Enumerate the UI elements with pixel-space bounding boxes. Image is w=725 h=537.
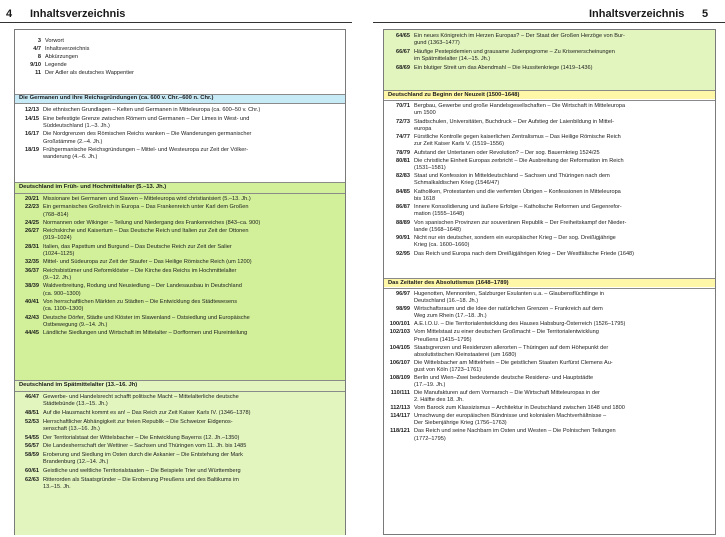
toc-entry	[15, 394, 341, 409]
toc-entry-line: Ländliche Siedlungen und Wirtschaft im Mittelalter – Dorfformen und Flureinteilung	[43, 330, 248, 337]
toc-entry-line: Süddeutschland (1.–3. Jh.)	[43, 122, 110, 129]
toc-entry-title	[43, 220, 341, 227]
toc-entry-line: Preußens (1415–1795)	[414, 336, 472, 343]
toc-entry-title	[414, 405, 711, 412]
toc-entry-line: Die Wittelsbacher am Mittelrhein – Die geistlichen Staaten Kurfürst Clemens Au-	[414, 359, 613, 366]
toc-entry	[386, 329, 711, 344]
toc-page-number: 32/35	[25, 259, 39, 266]
toc-entry-line: Geistliche und weltliche Territorialstaaten – Die Beispiele Trier und Württemberg	[43, 468, 241, 475]
toc-entry-title	[43, 468, 341, 475]
toc-entry-title	[43, 204, 341, 219]
toc-entry	[17, 54, 341, 61]
toc-entry-line: Der Adler als deutsches Wappentier	[45, 69, 135, 76]
toc-page-number: 11	[35, 69, 41, 76]
toc-entry	[386, 405, 711, 412]
section-title-germanen: Die Germanen und ihre Reichsgründungen (ca. 600 v. Chr.–600 n. Chr.)	[19, 95, 214, 101]
toc-entry-title	[43, 268, 341, 283]
toc-entry-line: Berlin und Wien–Zwei bedeutende deutsche Residenz- und Hauptstädte	[414, 374, 594, 381]
toc-page-number: 3	[37, 38, 41, 44]
toc-entry-line: Deutsche Dörfer, Städte und Klöster im Slawenland – Ostsiedlung und Europäische	[43, 314, 250, 321]
toc-page-number: 102/103	[389, 329, 410, 336]
toc-entry-line: 13.–15. Jh.	[43, 484, 71, 491]
toc-entry	[15, 244, 341, 259]
toc-entry-title	[43, 410, 341, 417]
header-rule-right	[373, 22, 725, 23]
toc-entry-line: um 1500	[414, 110, 436, 117]
toc-entry-line: absolutistischen Kleinstaaterei (um 1680)	[414, 351, 517, 358]
toc-page-number: 22/23	[25, 204, 39, 211]
toc-entry-title	[45, 46, 341, 53]
toc-entry-title	[414, 49, 711, 64]
toc-entry-line: Der Territorialstaat der Wittelsbacher – Die Entwicklung Bayerns (12. Jh.–1350)	[43, 434, 240, 441]
toc-entry	[17, 38, 341, 45]
toc-entry-line: (1531–1581)	[414, 164, 446, 171]
toc-entry-line: Von herrschaftlichen Märkten zu Städten – Die Entwicklung des Städtewesens	[43, 298, 238, 305]
toc-entry-line: Abkürzungen	[45, 53, 78, 60]
toc-entry-title	[414, 428, 711, 443]
toc-entry-line: Krieg (ca. 1600–1660)	[414, 242, 470, 249]
toc-entry-title	[414, 306, 711, 321]
toc-entry-title	[43, 452, 341, 467]
toc-entry-title	[414, 251, 711, 258]
toc-entry-line: mation (1555–1648)	[414, 211, 465, 218]
toc-entry-line: Eroberung und Siedlung im Osten durch die Askanier – Die Entstehung der Mark	[43, 452, 243, 459]
toc-entry	[15, 131, 341, 146]
toc-entry	[386, 413, 711, 428]
toc-entry-line: Ein blutiger Streit um das Abendmahl – Die Hussitenkriege (1419–1436)	[414, 64, 593, 71]
toc-entry-title	[43, 419, 341, 434]
toc-entry-title	[414, 321, 711, 328]
toc-entry	[386, 251, 711, 258]
toc-entry	[386, 375, 711, 390]
section-title-absolutismus: Das Zeitalter des Absolutismus (1648–1789)	[388, 280, 509, 286]
toc-page-number: 42/43	[25, 314, 39, 321]
left-page	[0, 0, 362, 537]
toc-entry-line: Waldverbreitung, Rodung und Neusiedlung – Der Landesausbau in Deutschland	[43, 283, 242, 290]
toc-page-number: 56/57	[25, 443, 39, 450]
toc-page-number: 90/91	[396, 235, 410, 242]
toc-entry-line: lande (1568–1648)	[414, 226, 461, 233]
toc-entry-line: Das Reich und Europa nach dem Dreißigjährigen Krieg – Der Westfälische Friede (1648)	[414, 250, 635, 257]
toc-page-number: 36/37	[25, 267, 39, 274]
toc-entry	[386, 235, 711, 250]
toc-entry	[15, 410, 341, 417]
toc-entry	[15, 196, 341, 203]
toc-entry-line: (ca. 1100–1300)	[43, 306, 84, 313]
toc-entry	[386, 428, 711, 443]
toc-page-number: 70/71	[396, 103, 410, 109]
toc-entry-title	[43, 147, 341, 162]
toc-entry-title	[414, 345, 711, 360]
toc-entry	[15, 443, 341, 450]
toc-entry-line: senschaft (13.–16. Jh.)	[43, 425, 100, 432]
toc-entry	[15, 220, 341, 227]
toc-entry	[386, 220, 711, 235]
toc-entry-line: Schmalkaldischen Krieg (1546/47)	[414, 180, 500, 187]
toc-entry-line: Städtebünde (13.–15. Jh.)	[43, 401, 108, 408]
toc-page-number: 112/113	[390, 405, 410, 412]
toc-entry-title	[414, 189, 711, 204]
toc-page-number: 24/25	[25, 219, 39, 226]
toc-entry-line: Reichskirche und Kaisertum – Das Deutsche Reich und Italien zur Zeit der Ottonen	[43, 228, 249, 235]
toc-entry	[386, 189, 711, 204]
toc-entry	[386, 119, 711, 134]
toc-entry-title	[43, 315, 341, 330]
toc-entry-line: Fürstliche Kontrolle gegen kaiserlichen Zentralismus – Das Heilige Römische Reich	[414, 134, 621, 140]
toc-page-number: 4/7	[33, 45, 41, 52]
toc-page-number: 66/67	[396, 48, 410, 55]
toc-entry-line: Inhaltsverzeichnis	[45, 45, 90, 52]
toc-entry-line: (ca. 900–1300)	[43, 290, 81, 297]
toc-entry	[15, 228, 341, 243]
toc-page-number: 88/89	[396, 219, 410, 226]
toc-entry	[17, 62, 341, 69]
toc-entry-line: Ritterorden als Staatsgründer – Die Eroberung Preußens und des Baltikums im	[43, 476, 239, 483]
toc-entry-line: Weg zum Rhein (17.–18. Jh.)	[414, 313, 487, 320]
toc-page-number: 20/21	[25, 196, 39, 202]
toc-entry-title	[414, 103, 711, 118]
toc-entry-line: Hugenotten, Mennoniten, Salzburger Exulanten u.a. – Glaubensflüchtlinge in	[414, 291, 605, 297]
toc-page-number: 62/63	[25, 476, 39, 483]
toc-entry-line: Die Landesherrschaft der Wettiner – Sachsen und Thüringen vom 11. Jh. bis 1485	[43, 443, 247, 450]
toc-entry-title	[43, 107, 341, 114]
toc-entry-line: Herrschaftlicher Abhängigkeit zur freien Republik – Die Schweizer Eidgenos-	[43, 418, 233, 425]
toc-entry	[386, 291, 711, 306]
toc-entry	[15, 452, 341, 467]
toc-entry-title	[43, 394, 341, 409]
toc-entry-line: Wirtschaftsraum und die Idee der natürlichen Grenzen – Frankreich auf dem	[414, 306, 603, 313]
toc-entry-title	[414, 291, 711, 306]
toc-entry-title	[45, 62, 341, 69]
toc-entry-title	[45, 54, 341, 61]
toc-page-number: 104/105	[389, 344, 410, 351]
toc-entry	[15, 435, 341, 442]
toc-page-number: 74/77	[396, 134, 410, 140]
toc-entry-line: Das Reich und seine Nachbarn im Osten und Westen – Die Polnischen Teilungen	[414, 428, 616, 435]
toc-page-number: 100/101	[389, 321, 410, 328]
toc-entry-title	[43, 435, 341, 442]
toc-entry-title	[43, 116, 341, 131]
toc-page-number: 64/65	[396, 33, 410, 39]
toc-entry-title	[414, 150, 711, 157]
running-title-right: Inhaltsverzeichnis	[589, 8, 685, 20]
toc-entry-line: Stadtschulen, Universitäten, Buchdruck – Der Aufstieg der Laienbildung in Mittel-	[414, 118, 614, 125]
toc-entry-line: Vom Barock zum Klassizismus – Architektur in Deutschland zwischen 1648 und 1800	[414, 405, 625, 412]
toc-entry-title	[45, 70, 341, 77]
toc-page-number: 60/61	[25, 468, 39, 475]
toc-entry-title	[43, 330, 341, 337]
toc-entry-line: Katholiken, Protestanten und die verfemten Übrigen – Konfessionen in Mitteleuropa	[414, 188, 621, 195]
toc-page-number: 38/39	[25, 283, 39, 290]
toc-entry	[15, 259, 341, 266]
toc-page-number: 18/19	[25, 147, 39, 154]
toc-entry-title	[43, 131, 341, 146]
toc-entry	[386, 49, 711, 64]
toc-entry-line: (1024–1125)	[43, 251, 75, 258]
toc-frame-right	[383, 29, 716, 535]
toc-entry-title	[414, 235, 711, 250]
toc-entry-line: Frühgermanische Reichsgründungen – Mittel- und Westeuropa zur Zeit der Völker-	[43, 147, 249, 154]
toc-entry	[386, 306, 711, 321]
toc-entry	[386, 134, 711, 149]
toc-entry-line: Vorwort	[45, 38, 64, 44]
toc-entry	[15, 116, 341, 131]
page-number-left: 4	[6, 8, 13, 20]
toc-entry-title	[414, 220, 711, 235]
header-rule-left	[0, 22, 352, 23]
toc-entry	[386, 150, 711, 157]
toc-entry-line: Brandenburg (12.–14. Jh.)	[43, 459, 109, 466]
toc-entry-line: (17.–19. Jh.)	[414, 382, 446, 389]
toc-entry-title	[414, 329, 711, 344]
toc-entry-title	[414, 65, 711, 72]
toc-entry	[17, 46, 341, 53]
toc-entry-title	[414, 173, 711, 188]
page-number-right: 5	[702, 8, 709, 20]
toc-entry-title	[43, 443, 341, 450]
section-title-fruehmittelalter: Deutschland im Früh- und Hochmittelalter (5.–13. Jh.)	[19, 184, 167, 190]
toc-entry	[386, 103, 711, 118]
toc-entry	[17, 70, 341, 77]
toc-page-number: 44/45	[25, 330, 39, 337]
toc-entry	[386, 345, 711, 360]
right-page	[363, 0, 725, 537]
toc-entry-line: zur Zeit Kaiser Karls V. (1519–1556)	[414, 141, 504, 148]
toc-entry-line: Normannen oder Wikinger – Teilung und Niedergang des Frankenreiches (843–ca. 900)	[43, 219, 261, 226]
toc-entry-line: Staat und Konfession in Mitteldeutschland – Sachsen und Thüringen nach dem	[414, 173, 610, 180]
toc-entry	[386, 173, 711, 188]
toc-entry-line: Die Nordgrenzen des Römischen Reichs wanken – Die Wanderungen germanischer	[43, 131, 252, 138]
toc-entry-line: bis 1618	[414, 195, 436, 202]
toc-entry-line: im Spätmittelalter (14.–15. Jh.)	[414, 56, 491, 63]
toc-page-number: 84/85	[396, 188, 410, 195]
toc-entry-line: gund (1363–1477)	[414, 40, 460, 47]
toc-entry-line: gust von Köln (1723–1761)	[414, 366, 482, 373]
toc-entry	[15, 419, 341, 434]
toc-entry-line: 2. Hälfte des 18. Jh.	[414, 397, 464, 404]
toc-entry-line: Vom Mittelstaat zu einer deutschen Großmacht – Die Territorialentwicklung	[414, 329, 599, 336]
toc-entry-line: Umschwung der europäischen Bündnisse und kolonialen Machtverhältnisse –	[414, 413, 607, 420]
toc-entry-title	[414, 158, 711, 173]
toc-entry	[15, 330, 341, 337]
toc-page-number: 58/59	[25, 452, 39, 459]
toc-entry-line: europa	[414, 125, 432, 132]
toc-entry-title	[43, 477, 341, 492]
section-title-spaetmittelalter: Deutschland im Spätmittelalter (13.–16. Jh)	[19, 382, 138, 388]
toc-entry-line: Ein neues Königreich im Herzen Europas? – Der Staat der Großen Herzöge von Bur-	[414, 33, 625, 39]
toc-entry-line: Von spanischen Provinzen zur souveränen Republik – Der Freiheitskampf der Nieder-	[414, 219, 627, 226]
toc-entry-title	[414, 375, 711, 390]
toc-page-number: 26/27	[25, 228, 39, 235]
toc-entry-title	[43, 283, 341, 298]
toc-entry-line: (768–814)	[43, 211, 69, 218]
toc-entry-line: Die Manufakturen auf dem Vormarsch – Die Wirtschaft Mitteleuropas in der	[414, 390, 600, 397]
toc-entry-title	[45, 38, 341, 45]
toc-entry	[386, 158, 711, 173]
toc-entry-title	[414, 33, 711, 48]
toc-page-number: 98/99	[396, 306, 410, 313]
toc-page-number: 48/51	[25, 410, 39, 416]
toc-page-number: 78/79	[396, 149, 410, 156]
toc-entry	[386, 204, 711, 219]
toc-page-number: 80/81	[396, 157, 410, 164]
toc-entry-title	[414, 204, 711, 219]
toc-page-number: 40/41	[25, 298, 39, 305]
toc-entry-title	[414, 413, 711, 428]
toc-entry	[386, 321, 711, 328]
toc-entry-title	[43, 244, 341, 259]
toc-entry-line: Großstämme (2.–4. Jh.)	[43, 138, 103, 145]
toc-entry-line: Eine befestigte Grenze zwischen Römern und Germanen – Der Limes in West- und	[43, 115, 250, 122]
toc-entry	[15, 107, 341, 114]
toc-page-number: 68/69	[396, 64, 410, 71]
toc-entry-line: Italien, das Papsttum und Burgund – Das Deutsche Reich zur Zeit der Salier	[43, 243, 232, 250]
toc-entry	[386, 33, 711, 48]
toc-frame-left	[14, 29, 346, 535]
toc-entry-line: (1772–1795)	[414, 435, 446, 442]
toc-page-number: 86/87	[396, 204, 410, 211]
toc-entry	[15, 315, 341, 330]
toc-entry	[15, 268, 341, 283]
toc-entry-title	[43, 259, 341, 266]
toc-entry	[15, 477, 341, 492]
toc-page-number: 82/83	[396, 173, 410, 180]
toc-entry-line: Staatsgrenzen und Residenzen allerorten – Thüringen auf dem Höhepunkt der	[414, 344, 609, 351]
toc-entry-line: Mittel- und Südeuropa zur Zeit der Staufer – Das Heilige Römische Reich (um 1200)	[43, 259, 252, 266]
toc-entry-line: Ostbewegung (9.–14. Jh.)	[43, 321, 108, 328]
toc-entry-line: Die christliche Einheit Europas zerbricht – Die Ausbreitung der Reformation im Reich	[414, 157, 624, 164]
toc-entry	[386, 360, 711, 375]
toc-page-number: 12/13	[25, 107, 39, 113]
toc-page-number: 14/15	[25, 115, 39, 122]
toc-entry-title	[43, 299, 341, 314]
toc-entry-title	[414, 119, 711, 134]
toc-entry-line: wanderung (4.–6. Jh.)	[43, 154, 98, 161]
toc-page-number: 16/17	[25, 131, 39, 138]
toc-page-number: 46/47	[25, 394, 39, 400]
toc-page-number: 8	[37, 53, 41, 60]
toc-entry	[15, 283, 341, 298]
toc-entry-line: Deutschland (16.–18. Jh.)	[414, 298, 479, 305]
toc-entry-line: Häufige Pestepidemien und grausame Judenpogrome – Zu Krisenerscheinungen	[414, 48, 615, 55]
toc-page-number: 52/53	[25, 418, 39, 425]
toc-entry	[15, 468, 341, 475]
toc-entry	[15, 299, 341, 314]
toc-entry-line: Legende	[45, 61, 67, 68]
toc-entry-line: Reichsbistümer und Reformklöster – Die Kirche des Reichs im Hochmittelalter	[43, 267, 237, 274]
section-title-neuzeit: Deutschland zu Beginn der Neuzeit (1500–1648)	[388, 92, 520, 98]
toc-entry-line: Innere Konsolidierung und äußere Erfolge – Katholische Reformen und Gegenrefor-	[414, 204, 622, 211]
toc-entry	[15, 204, 341, 219]
toc-page-number: 108/109	[389, 374, 410, 381]
toc-entry-line: Nicht nur ein deutscher, sondern ein europäischer Krieg – Der sog. Dreißigjährige	[414, 235, 616, 242]
toc-page-number: 114/117	[390, 413, 410, 420]
toc-entry-title	[414, 390, 711, 405]
toc-entry	[386, 390, 711, 405]
toc-entry	[15, 147, 341, 162]
toc-entry	[386, 65, 711, 72]
toc-entry-line: Ein germanisches Großreich in Europa – Das Frankenreich unter Karl dem Großen	[43, 204, 249, 211]
toc-entry-line: Der Siebenjährige Krieg (1756–1763)	[414, 420, 507, 427]
toc-entry-title	[43, 228, 341, 243]
toc-entry-line: Auf die Hausmacht kommt es an! – Das Reich zur Zeit Kaiser Karls IV. (1346–1378)	[43, 410, 251, 416]
toc-entry-line: Gewerbe- und Handelsrecht schafft politische Macht – Mittelalterliche deutsche	[43, 394, 239, 400]
toc-page-number: 9/10	[30, 61, 41, 68]
toc-entry-line: Bergbau, Gewerbe und große Handelsgesellschaften – Die Wirtschaft in Mitteleuropa	[414, 103, 626, 109]
toc-entry-line: Aufstand der Untertanen oder Revolution? – Der sog. Bauernkrieg 1524/25	[414, 149, 600, 156]
toc-page-number: 54/55	[25, 434, 39, 441]
toc-entry-line: (9.–12. Jh.)	[43, 274, 72, 281]
toc-entry-line: A.E.I.O.U. – Die Territorialentwicklung des Hauses Habsburg-Österreich (1526–1795)	[414, 321, 626, 328]
toc-page-number: 106/107	[389, 359, 410, 366]
toc-page-number: 28/31	[25, 243, 39, 250]
toc-entry-title	[414, 134, 711, 149]
running-title-left: Inhaltsverzeichnis	[30, 8, 126, 20]
toc-entry-line: Missionare bei Germanen und Slawen – Mitteleuropa wird christianisiert (5.–13. Jh.)	[43, 196, 251, 202]
toc-page-number: 110/111	[390, 390, 410, 397]
toc-page-number: 92/95	[396, 250, 410, 257]
toc-page-number: 72/73	[396, 118, 410, 125]
toc-entry-line: (919–1024)	[43, 235, 72, 242]
toc-page-number: 96/97	[396, 291, 410, 297]
toc-entry-line: Die ethnischen Grundlagen – Kelten und Germanen in Mitteleuropa (ca. 600–50 v. Chr.)	[43, 107, 261, 113]
toc-entry-title	[43, 196, 341, 203]
toc-page-number: 118/121	[390, 428, 410, 435]
toc-entry-title	[414, 360, 711, 375]
